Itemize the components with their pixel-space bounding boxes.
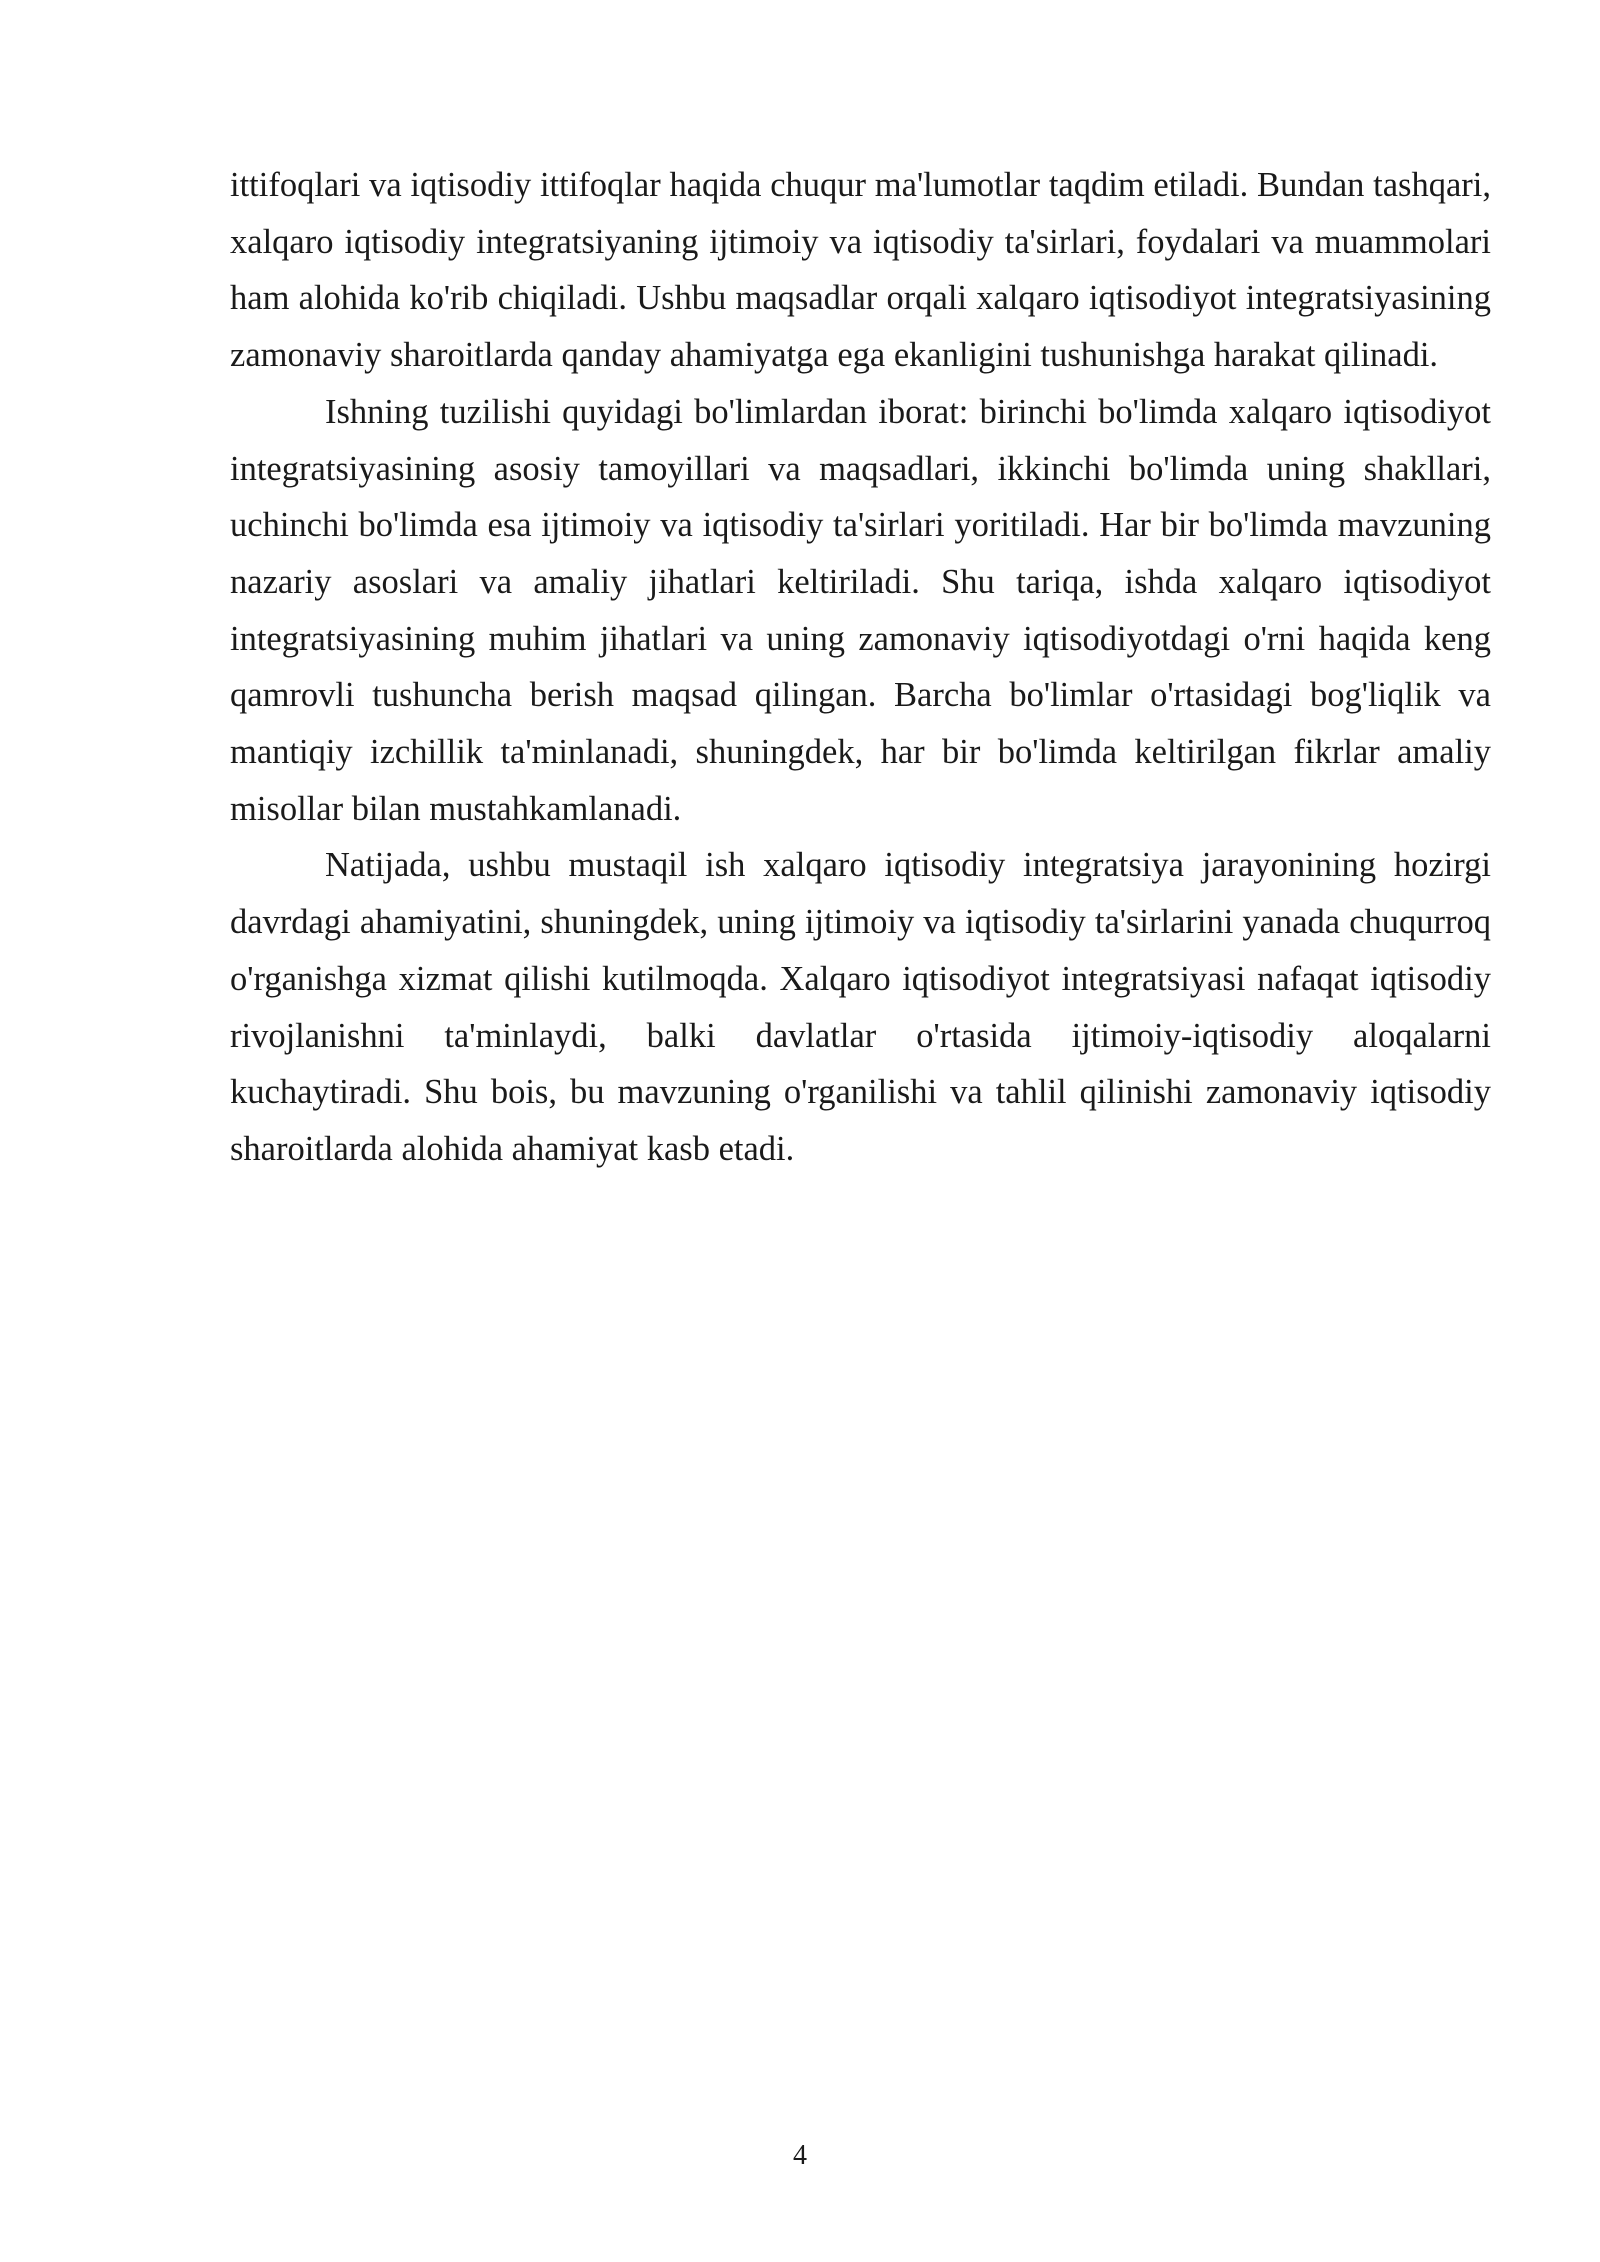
paragraph-continuation: ittifoqlari va iqtisodiy ittifoqlar haqida chuqur ma'lumotlar taqdim etiladi. Bundan tashqari, xalqaro iqtisodiy integratsiyaning ijtimoiy va iqtisodiy ta'sirlari, foydalari va muammolari ham alohida ko'rib chiqiladi. Ushbu maqsadlar orqali xalqaro iqtisodiyot integratsiyasining zamonaviy sharoitlarda qanday ahamiyatga ega ekanligini tushunishga harakat qilinadi. [230, 166, 1491, 375]
body-text [230, 157, 1491, 1178]
page-number: 4 [793, 2140, 807, 2171]
paragraph-structure: Ishning tuzilishi quyidagi bo'limlardan iborat: birinchi bo'limda xalqaro iqtisodiyot integratsiyasining asosiy tamoyillari va maqsadlari, ikkinchi bo'limda uning shakllari, uchinchi bo'limda esa ijtimoiy va iqtisodiy ta'sirlari yoritiladi. Har bir bo'limda mavzuning nazariy asoslari va amaliy jihatlari keltiriladi. Shu tariqa, ishda xalqaro iqtisodiyot integratsiyasining muhim jihatlari va uning zamonaviy iqtisodiyotdagi o'rni haqida keng qamrovli tushuncha berish maqsad qilingan. Barcha bo'limlar o'rtasidagi bog'liqlik va mantiqiy izchillik ta'minlanadi, shuningdek, har bir bo'limda keltirilgan fikrlar amaliy misollar bilan mustahkamlanadi. [230, 392, 1491, 828]
paragraph-conclusion: Natijada, ushbu mustaqil ish xalqaro iqtisodiy integratsiya jarayonining hozirgi davrdagi ahamiyatini, shuningdek, uning ijtimoiy va iqtisodiy ta'sirlarini yanada chuqurroq o'rganishga xizmat qilishi kutilmoqda. Xalqaro iqtisodiyot integratsiyasi nafaqat iqtisodiy rivojlanishni ta'minlaydi, balki davlatlar o'rtasida ijtimoiy-iqtisodiy aloqalarni kuchaytiradi. Shu bois, bu mavzuning o'rganilishi va tahlil qilinishi zamonaviy iqtisodiy sharoitlarda alohida ahamiyat kasb etadi. [230, 846, 1491, 1168]
